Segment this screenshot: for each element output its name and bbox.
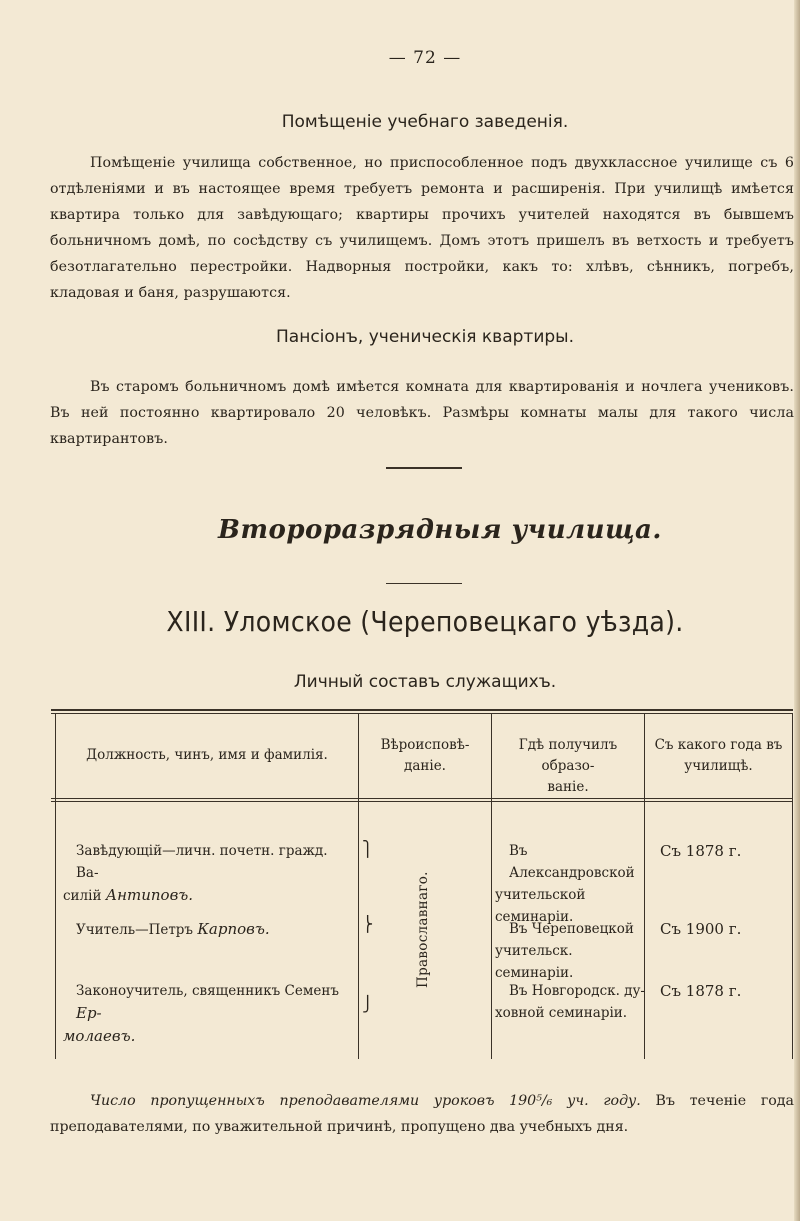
table-right-border xyxy=(792,714,793,1059)
brace-top: ⎫ xyxy=(362,840,374,858)
row3-pos-plain: Законоучитель, священникъ Семенъ xyxy=(76,983,339,999)
page-number: — 72 — xyxy=(388,48,462,68)
row1-pos-line1: Завѣдующій—личн. почетн. гражд. Ва- xyxy=(76,843,328,881)
header-education xyxy=(492,735,644,798)
footer-paragraph xyxy=(50,1088,794,1140)
table-row-1-since: Съ 1878 г. xyxy=(660,842,742,860)
table-row-2-education xyxy=(495,918,645,984)
header-religion-line2: даніе. xyxy=(404,758,446,774)
header-since-line2: училищѣ. xyxy=(684,758,753,774)
table-top-border xyxy=(51,709,793,714)
section-heading-premises: Помѣщеніе учебнаго заведенія. xyxy=(281,112,569,132)
row2-surname: Карповъ. xyxy=(197,920,270,938)
header-religion xyxy=(359,735,491,777)
header-education-line1: Гдѣ получилъ образо- xyxy=(518,737,618,774)
row3-pos-line2 xyxy=(63,1025,356,1048)
row2-pos-plain: Учитель—Петръ xyxy=(76,922,198,938)
divider-rule-1 xyxy=(386,467,462,469)
section-heading-boarding: Пансіонъ, ученическія квартиры. xyxy=(276,327,574,347)
school-title: XIII. Уломское (Череповецкаго уѣзда). xyxy=(166,605,684,638)
table-row-3-education xyxy=(495,980,645,1024)
religion-value: Православнаго. xyxy=(415,871,431,989)
table-row-3-position xyxy=(63,980,356,1048)
row2-edu-line1: Въ Череповецкой xyxy=(509,921,634,937)
row2-edu-line2: учительск. семинаріи. xyxy=(495,943,574,981)
divider-rule-2 xyxy=(386,583,462,584)
table-row-2-position xyxy=(76,918,354,941)
brace-middle: ⎬ xyxy=(362,915,374,933)
header-religion-line1: Вѣроисповѣ- xyxy=(380,737,470,753)
row1-edu-line2: учительской семинаріи. xyxy=(495,887,586,925)
part-title: Второразрядныя училища. xyxy=(218,515,662,545)
row1-edu-line1: Въ Александровской xyxy=(509,843,635,881)
header-education-line2: ваніе. xyxy=(547,779,589,795)
brace-bottom: ⎭ xyxy=(362,995,374,1013)
paragraph-boarding: Въ старомъ больничномъ домѣ имѣется комната для квартированія и ночлега учениковъ. Въ ней постоянно квартировало 20 человѣкъ. Размѣры комнаты малы для такого числа квартирантовъ. xyxy=(50,379,794,447)
staff-heading: Личный составъ служащихъ. xyxy=(293,672,557,692)
table-header-rule-2 xyxy=(51,801,793,802)
table-header-rule xyxy=(51,798,793,799)
table-row-1-position xyxy=(63,840,354,907)
footer-italic-text: Число пропущенныхъ преподавателями уроковъ 190⁵/₆ уч. году. xyxy=(90,1093,641,1109)
row1-pos-line2 xyxy=(63,884,354,907)
row3-pos-line1 xyxy=(76,980,356,1025)
row3-edu-line2: ховной семинаріи. xyxy=(495,1005,628,1021)
table-row-2-since: Съ 1900 г. xyxy=(660,920,742,938)
row3-surname-part2: молаевъ. xyxy=(63,1027,136,1045)
header-since-line1: Съ какого года въ xyxy=(654,737,783,753)
header-since xyxy=(645,735,792,777)
table-row-3-since: Съ 1878 г. xyxy=(660,982,742,1000)
row1-surname: Антиповъ. xyxy=(105,886,194,904)
paragraph-premises: Помѣщеніе училища собственное, но приспособленное подъ двухклассное училище съ 6 отдѣленіями и въ настоящее время требуетъ ремонта и расширенія. При училищѣ имѣется квартира только для завѣдующаго; квартиры прочихъ учителей находятся въ бывшемъ больничномъ домѣ, по сосѣдству съ училищемъ. Домъ этотъ пришелъ въ ветхость и требуетъ безотлагательно перестройки. Надворныя постройки, какъ то: хлѣвъ, сѣнникъ, погребъ, кладовая и баня, разрушаются. xyxy=(50,155,794,301)
row1-pos-line2-plain: силій xyxy=(63,888,106,904)
row3-surname-part1: Ер- xyxy=(76,1004,102,1022)
row3-edu-line1: Въ Новгородск. ду- xyxy=(509,983,645,999)
header-position: Должность, чинъ, имя и фамилія. xyxy=(86,747,328,763)
footer-plain-text: Въ теченіе года преподавателями, по уважительной причинѣ, пропущено два учебныхъ дня. xyxy=(50,1093,794,1135)
table-row-1-education xyxy=(495,840,645,928)
